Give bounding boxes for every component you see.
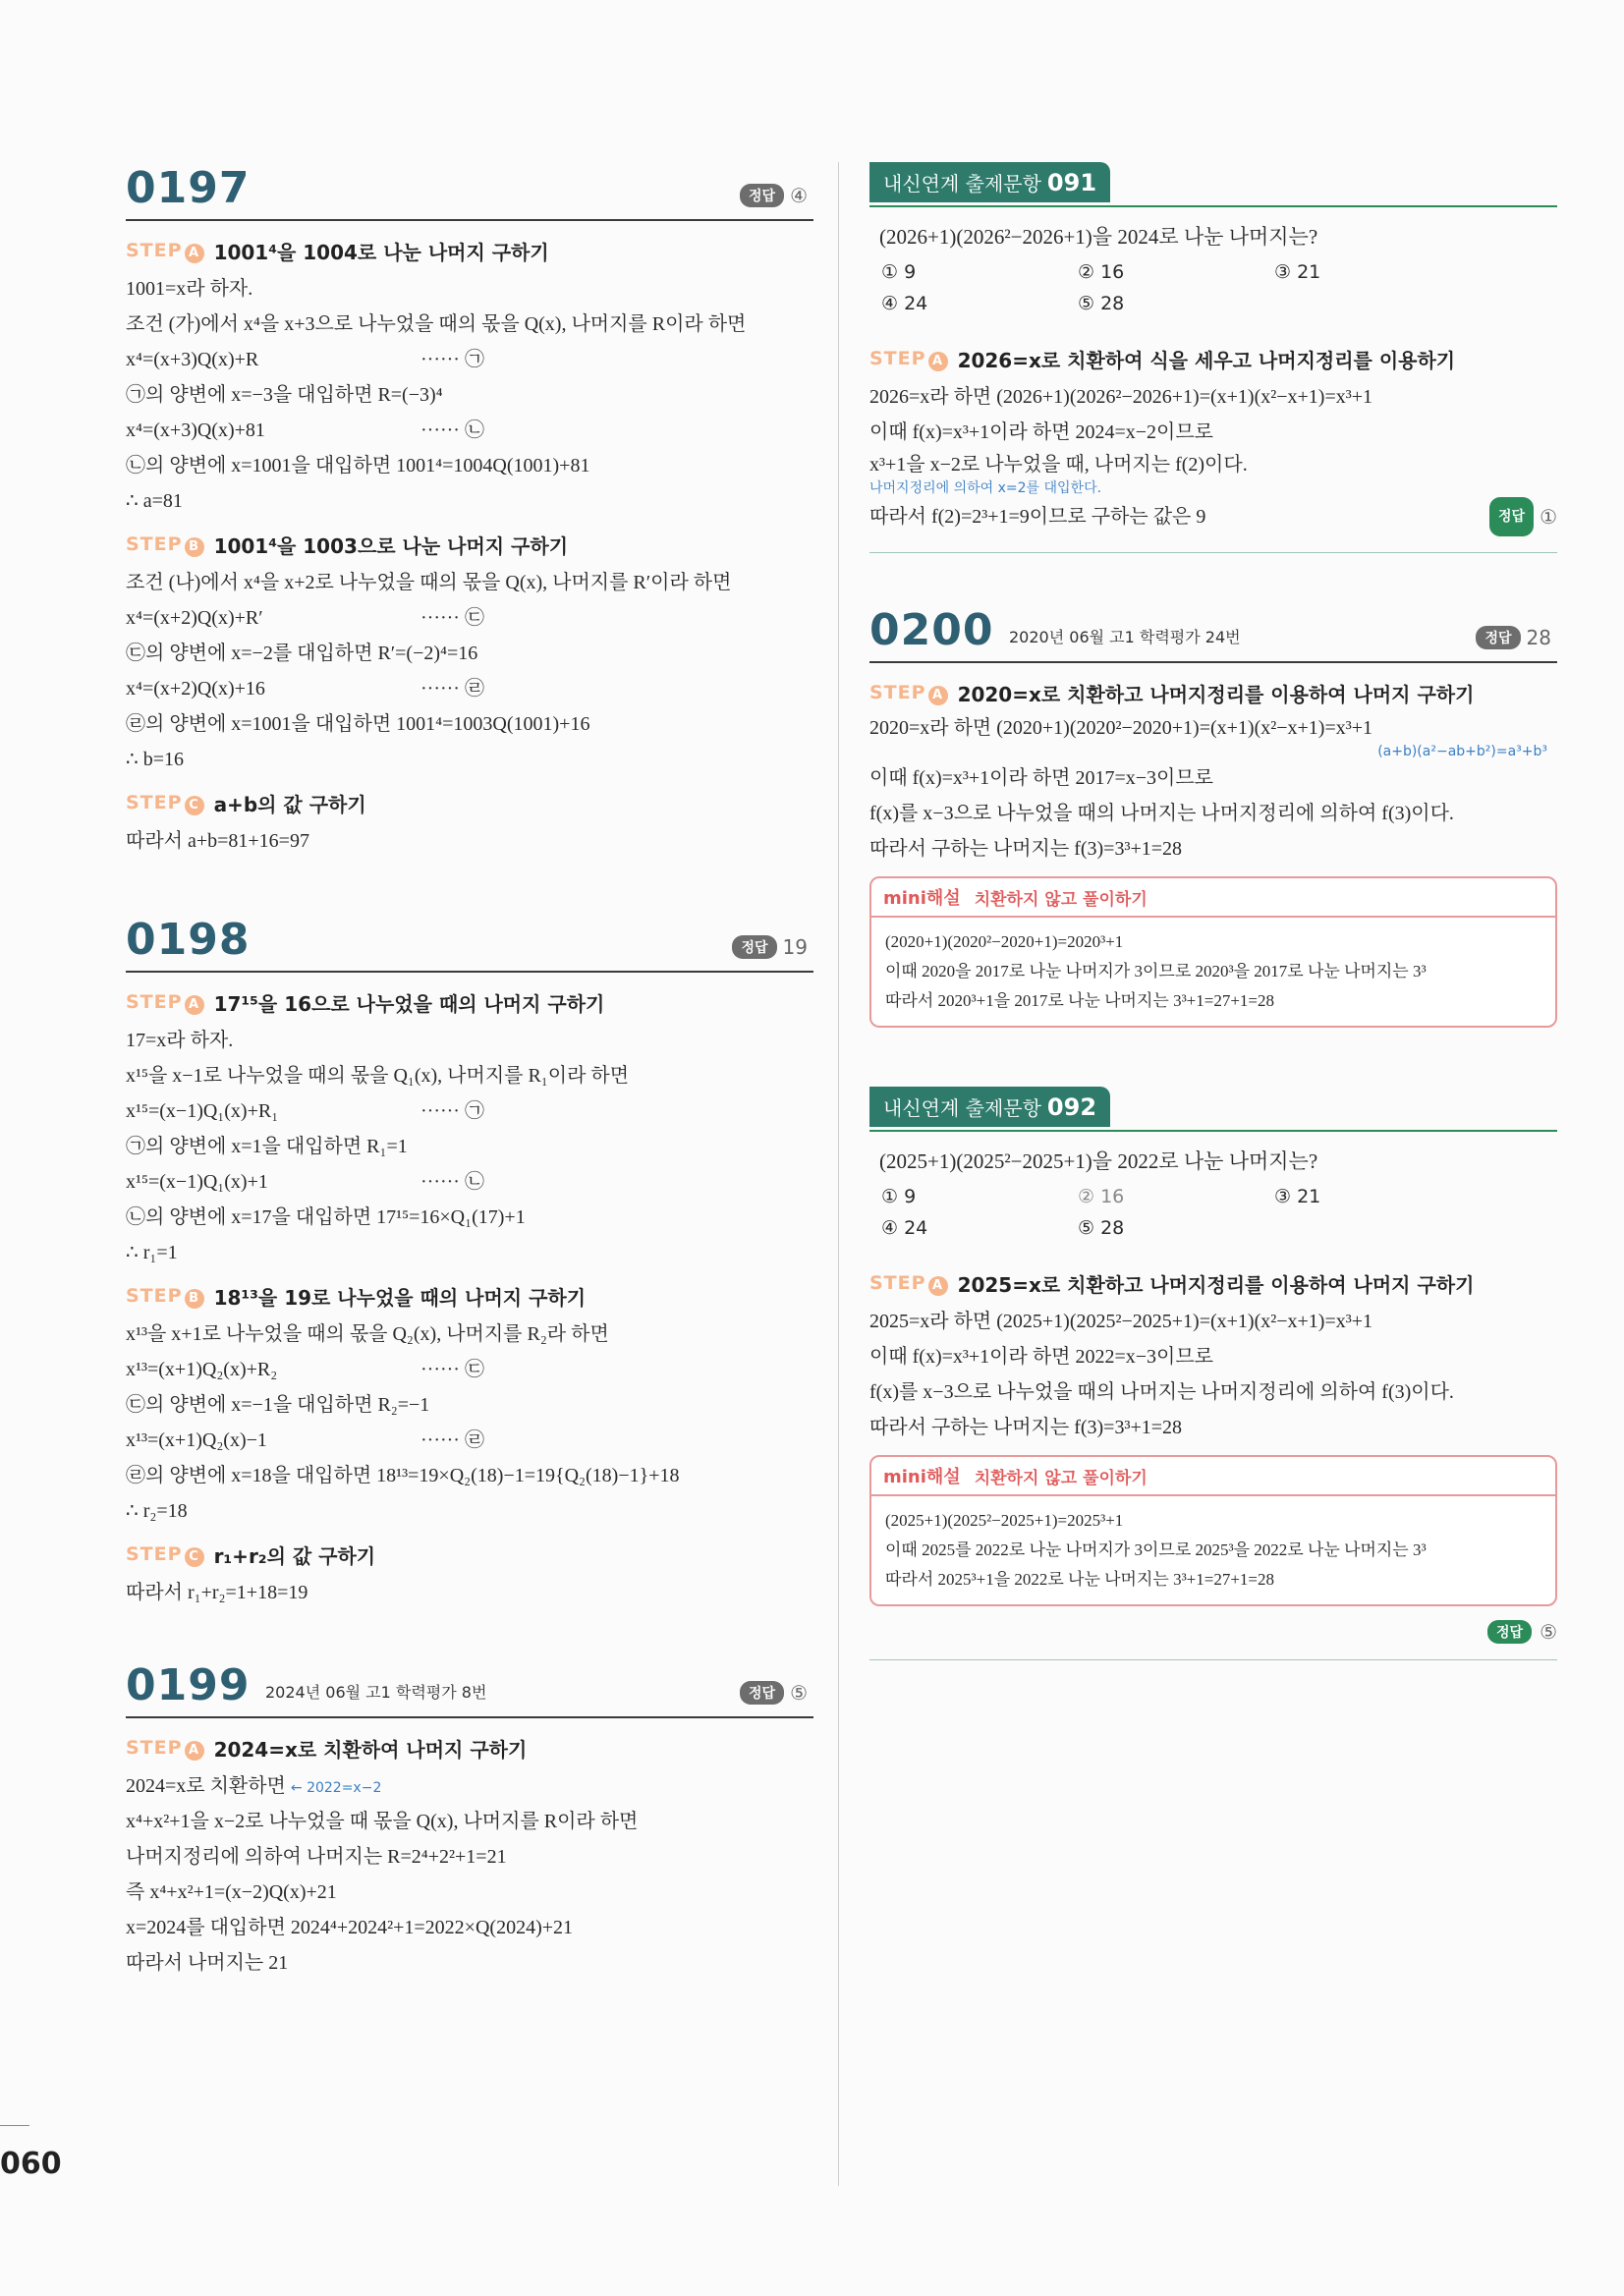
equation-row — [126, 671, 813, 706]
blue-note: 나머지정리에 의하여 x=2를 대입한다. — [869, 480, 1102, 496]
equation: x⁴=(x+3)Q(x)+81 — [126, 420, 265, 441]
equation: x⁴=(x+3)Q(x)+R — [126, 349, 259, 370]
text-line: 조건 (가)에서 x⁴을 x+3으로 나누었을 때의 몫을 Q(x), 나머지를 R이라 하면 — [126, 313, 747, 335]
right-column — [869, 162, 1557, 1660]
mini-tag: mini해설 — [883, 1467, 961, 1487]
related-problem-label: 내신연계 출제문항 091 — [869, 162, 1110, 202]
step-letter: A — [928, 352, 948, 371]
mini-explanation-body — [871, 918, 1555, 1026]
step-title: 1001⁴을 1003으로 나눈 나머지 구하기 — [213, 534, 569, 558]
step-heading — [126, 1540, 813, 1569]
problem-header-0197 — [126, 162, 813, 221]
text-line: x¹³을 x+1로 나누었을 때의 몫을 Q₂(x), 나머지를 R₂라 하면 — [126, 1323, 609, 1345]
choice: ① 9 — [881, 1186, 917, 1207]
equation: x¹³=(x+1)Q₂(x)+R₂ — [126, 1359, 278, 1380]
mini-explanation-header — [871, 878, 1555, 918]
text-line: 이때 2020을 2017로 나눈 나머지가 3이므로 2020³을 2017로 나눈 나머지는 3³ — [885, 962, 1427, 980]
mini-title: 치환하지 않고 풀이하기 — [974, 889, 1148, 910]
text-line: ㉡의 양변에 x=1001을 대입하면 1001⁴=1004Q(1001)+81 — [126, 455, 590, 476]
mini-explanation-box — [869, 1455, 1557, 1606]
step-heading — [126, 789, 813, 817]
answer-badge: 정답 — [740, 1681, 784, 1705]
step-tag: STEP B — [126, 533, 204, 557]
text-line: 2020=x라 하면 (2020+1)(2020²−2020+1)=(x+1)(x²−x+1)=x³+1 — [869, 717, 1373, 739]
equation-mark: ······ ㉢ — [420, 607, 484, 629]
text-line: 즉 x⁴+x²+1=(x−2)Q(x)+21 — [126, 1881, 337, 1903]
problem-header-0200 — [869, 604, 1557, 663]
text-line: 따라서 2020³+1을 2017로 나눈 나머지는 3³+1=27+1=28 — [885, 991, 1275, 1010]
step-heading — [126, 531, 813, 559]
equation: x¹³=(x+1)Q₂(x)−1 — [126, 1429, 267, 1451]
choice: ① 9 — [881, 261, 917, 283]
answer-badge: 정답 — [732, 935, 776, 959]
equation-mark: ······ ㉠ — [420, 349, 484, 370]
step-title: 2020=x로 치환하고 나머지정리를 이용하여 나머지 구하기 — [957, 683, 1475, 706]
text-line: ㉠의 양변에 x=−3을 대입하면 R=(−3)⁴ — [126, 384, 443, 406]
answer-value: 28 — [1526, 626, 1551, 649]
text-line: 2024=x로 치환하면 ← 2022=x−2 — [126, 1775, 382, 1797]
step-title: 1001⁴을 1004로 나눈 나머지 구하기 — [213, 241, 549, 264]
text-line: ∴ b=16 — [126, 749, 185, 770]
step-title: 2025=x로 치환하고 나머지정리를 이용하여 나머지 구하기 — [957, 1273, 1475, 1297]
equation-row — [126, 1423, 813, 1458]
text-line: 따라서 구하는 나머지는 f(3)=3³+1=28 — [869, 838, 1183, 860]
related-problem-label: 내신연계 출제문항 092 — [869, 1087, 1110, 1127]
equation: x¹⁵=(x−1)Q₁(x)+1 — [126, 1171, 268, 1193]
equation-row — [126, 600, 813, 636]
related-problem-header-092 — [869, 1087, 1557, 1132]
equation-mark: ······ ㉣ — [420, 678, 484, 700]
answer-area — [1489, 497, 1557, 536]
answer-badge: 정답 — [1476, 626, 1520, 649]
answer-value: ⑤ — [1540, 1620, 1557, 1644]
step-tag: STEP A — [869, 348, 948, 371]
answer-area — [740, 1681, 808, 1705]
text-line: f(x)를 x−3으로 나누었을 때의 나머지는 나머지정리에 의하여 f(3)이다. — [869, 1381, 1454, 1403]
equation-row — [126, 1352, 813, 1387]
step-tag: STEP A — [869, 682, 948, 705]
equation: x⁴=(x+2)Q(x)+16 — [126, 678, 265, 700]
text-line: 17=x라 하자. — [126, 1030, 234, 1051]
page-number-rule — [0, 2125, 29, 2126]
text-line: 나머지정리에 의하여 나머지는 R=2⁴+2²+1=21 — [126, 1846, 507, 1868]
answer-choices — [869, 256, 1557, 319]
choice: ④ 24 — [881, 293, 928, 314]
step-heading — [126, 988, 813, 1017]
equation-row — [126, 1164, 813, 1200]
step-letter: A — [185, 1741, 204, 1761]
step-heading — [869, 345, 1557, 373]
answer-badge: 정답 — [1487, 1620, 1532, 1644]
answer-value: ⑤ — [790, 1681, 808, 1705]
equation-mark: ······ ㉣ — [420, 1429, 484, 1451]
text-line: f(x)를 x−3으로 나누었을 때의 나머지는 나머지정리에 의하여 f(3)이다. — [869, 803, 1454, 824]
step-letter: C — [185, 1547, 204, 1567]
related-problem-header-091 — [869, 162, 1557, 207]
step-tag: STEP C — [126, 792, 204, 815]
text-line: x¹⁵을 x−1로 나누었을 때의 몫을 Q₁(x), 나머지를 R₁이라 하면 — [126, 1065, 630, 1087]
equation-mark: ······ ㉢ — [420, 1359, 484, 1380]
text-line: 2025=x라 하면 (2025+1)(2025²−2025+1)=(x+1)(x²−x+1)=x³+1 — [869, 1311, 1373, 1332]
blue-note: (a+b)(a²−ab+b²)=a³+b³ — [1377, 744, 1547, 759]
step-title: r₁+r₂의 값 구하기 — [213, 1544, 376, 1568]
problem-header-0198 — [126, 914, 813, 973]
equation: x¹⁵=(x−1)Q₁(x)+R₁ — [126, 1100, 279, 1122]
answer-value: 19 — [782, 935, 808, 959]
step-letter: C — [185, 796, 204, 815]
text-line: 따라서 나머지는 21 — [126, 1952, 289, 1974]
mini-tag: mini해설 — [883, 888, 961, 909]
step-tag: STEP B — [126, 1285, 204, 1309]
step-heading — [126, 1734, 813, 1763]
text-line: 조건 (나)에서 x⁴을 x+2로 나누었을 때의 몫을 Q(x), 나머지를 R′이라 하면 — [126, 572, 732, 593]
text-line: 따라서 구하는 나머지는 f(3)=3³+1=28 — [869, 1417, 1183, 1438]
step-title: a+b의 값 구하기 — [213, 793, 366, 816]
text-line: 1001=x라 하자. — [126, 278, 253, 300]
mini-explanation-box — [869, 876, 1557, 1028]
text-line: ㉢의 양변에 x=−1을 대입하면 R₂=−1 — [126, 1394, 430, 1416]
text-line: ∴ r₁=1 — [126, 1242, 178, 1263]
equation-row — [126, 413, 813, 448]
step-title: 17¹⁵을 16으로 나누었을 때의 나머지 구하기 — [213, 992, 605, 1016]
answer-area — [1476, 626, 1551, 649]
text-line: ㉢의 양변에 x=−2를 대입하면 R′=(−2)⁴=16 — [126, 643, 478, 664]
text-line: ∴ r₂=18 — [126, 1500, 188, 1522]
answer-area — [732, 935, 808, 959]
equation-mark: ······ ㉠ — [420, 1100, 484, 1122]
answer-choices — [869, 1181, 1557, 1244]
choice: ③ 21 — [1274, 261, 1321, 283]
step-letter: B — [185, 537, 204, 557]
equation-row — [126, 1093, 813, 1129]
step-letter: B — [185, 1289, 204, 1309]
text-line: 따라서 r₁+r₂=1+18=19 — [126, 1582, 308, 1603]
step-title: 18¹³을 19로 나누었을 때의 나머지 구하기 — [213, 1286, 587, 1310]
answer-badge: 정답 — [740, 184, 784, 207]
text-line: 이때 f(x)=x³+1이라 하면 2024=x−2이므로 — [869, 421, 1213, 443]
answer-area — [869, 1620, 1557, 1644]
text-line: (2025+1)(2025²−2025+1)=2025³+1 — [885, 1511, 1124, 1530]
equation-mark: ······ ㉡ — [420, 1171, 484, 1193]
step-tag: STEP C — [126, 1543, 204, 1567]
text-line: 따라서 2025³+1을 2022로 나눈 나머지는 3³+1=27+1=28 — [885, 1570, 1275, 1589]
question-text: (2026+1)(2026²−2026+1)을 2024로 나눈 나머지는? — [879, 225, 1318, 249]
step-title: 2024=x로 치환하여 나머지 구하기 — [213, 1738, 528, 1762]
step-tag: STEP A — [126, 1737, 204, 1761]
text-line: ㉣의 양변에 x=1001을 대입하면 1001⁴=1003Q(1001)+16 — [126, 713, 590, 735]
problem-number: 0199 — [126, 1660, 251, 1710]
step-heading — [126, 237, 813, 265]
answer-area — [740, 184, 808, 207]
choice: ④ 24 — [881, 1217, 928, 1239]
answer-badge: 정답 — [1489, 497, 1534, 536]
step-heading — [126, 1282, 813, 1311]
problem-source: 2024년 06월 고1 학력평가 8번 — [265, 1683, 487, 1702]
mini-explanation-body — [871, 1496, 1555, 1604]
text-line: x=2024를 대입하면 2024⁴+2024²+1=2022×Q(2024)+21 — [126, 1917, 574, 1938]
problem-header-0199 — [126, 1659, 813, 1718]
text-line: x³+1을 x−2로 나누었을 때, 나머지는 f(2)이다. — [869, 454, 1248, 476]
equation: x⁴=(x+2)Q(x)+R′ — [126, 607, 263, 629]
text-line: 따라서 a+b=81+16=97 — [126, 830, 309, 852]
left-column — [126, 162, 813, 1981]
text-line: x⁴+x²+1을 x−2로 나누었을 때 몫을 Q(x), 나머지를 R이라 하면 — [126, 1811, 639, 1832]
mini-title: 치환하지 않고 풀이하기 — [974, 1468, 1148, 1488]
step-tag: STEP A — [126, 991, 204, 1015]
step-heading — [869, 1269, 1557, 1298]
text-line: (2020+1)(2020²−2020+1)=2020³+1 — [885, 932, 1124, 951]
text-line: 2026=x라 하면 (2026+1)(2026²−2026+1)=(x+1)(x²−x+1)=x³+1 — [869, 386, 1373, 408]
step-letter: A — [928, 686, 948, 705]
problem-source: 2020년 06월 고1 학력평가 24번 — [1009, 628, 1241, 646]
equation-mark: ······ ㉡ — [420, 420, 484, 441]
text-line: ㉣의 양변에 x=18을 대입하면 18¹³=19×Q₂(18)−1=19{Q₂(18)−1}+18 — [126, 1465, 680, 1486]
text-line: 이때 2025를 2022로 나눈 나머지가 3이므로 2025³을 2022로 나눈 나머지는 3³ — [885, 1540, 1427, 1559]
step-title: 2026=x로 치환하여 식을 세우고 나머지정리를 이용하기 — [957, 349, 1456, 372]
question-text: (2025+1)(2025²−2025+1)을 2022로 나눈 나머지는? — [879, 1149, 1318, 1173]
text-line: ㉠의 양변에 x=1을 대입하면 R₁=1 — [126, 1136, 408, 1157]
mini-explanation-header — [871, 1457, 1555, 1496]
text-line: ㉡의 양변에 x=17을 대입하면 17¹⁵=16×Q₁(17)+1 — [126, 1206, 526, 1228]
answer-value: ④ — [790, 184, 808, 207]
step-letter: A — [185, 995, 204, 1015]
step-tag: STEP A — [869, 1272, 948, 1296]
choice: ② 16 — [1078, 1186, 1125, 1207]
step-heading — [869, 679, 1557, 707]
text-line: 이때 f(x)=x³+1이라 하면 2022=x−3이므로 — [869, 1346, 1213, 1368]
page-number: 060 — [0, 2147, 62, 2181]
equation-row — [126, 342, 813, 377]
text-line: 따라서 f(2)=2³+1=9이므로 구하는 값은 9 정답 ① — [869, 497, 1557, 536]
step-letter: A — [185, 244, 204, 263]
answer-value: ① — [1540, 505, 1557, 529]
text-line: ∴ a=81 — [126, 490, 183, 512]
step-tag: STEP A — [126, 240, 204, 263]
step-letter: A — [928, 1276, 948, 1296]
problem-number: 0200 — [869, 605, 994, 655]
problem-number: 0198 — [126, 915, 251, 965]
choice: ⑤ 28 — [1078, 293, 1125, 314]
blue-note: ← 2022=x−2 — [290, 1780, 382, 1796]
choice: ③ 21 — [1274, 1186, 1321, 1207]
column-divider — [838, 162, 839, 2186]
choice: ② 16 — [1078, 261, 1125, 283]
section-rule — [869, 1659, 1557, 1660]
choice: ⑤ 28 — [1078, 1217, 1125, 1239]
problem-number: 0197 — [126, 163, 251, 213]
text-line: 이때 f(x)=x³+1이라 하면 2017=x−3이므로 — [869, 767, 1213, 789]
